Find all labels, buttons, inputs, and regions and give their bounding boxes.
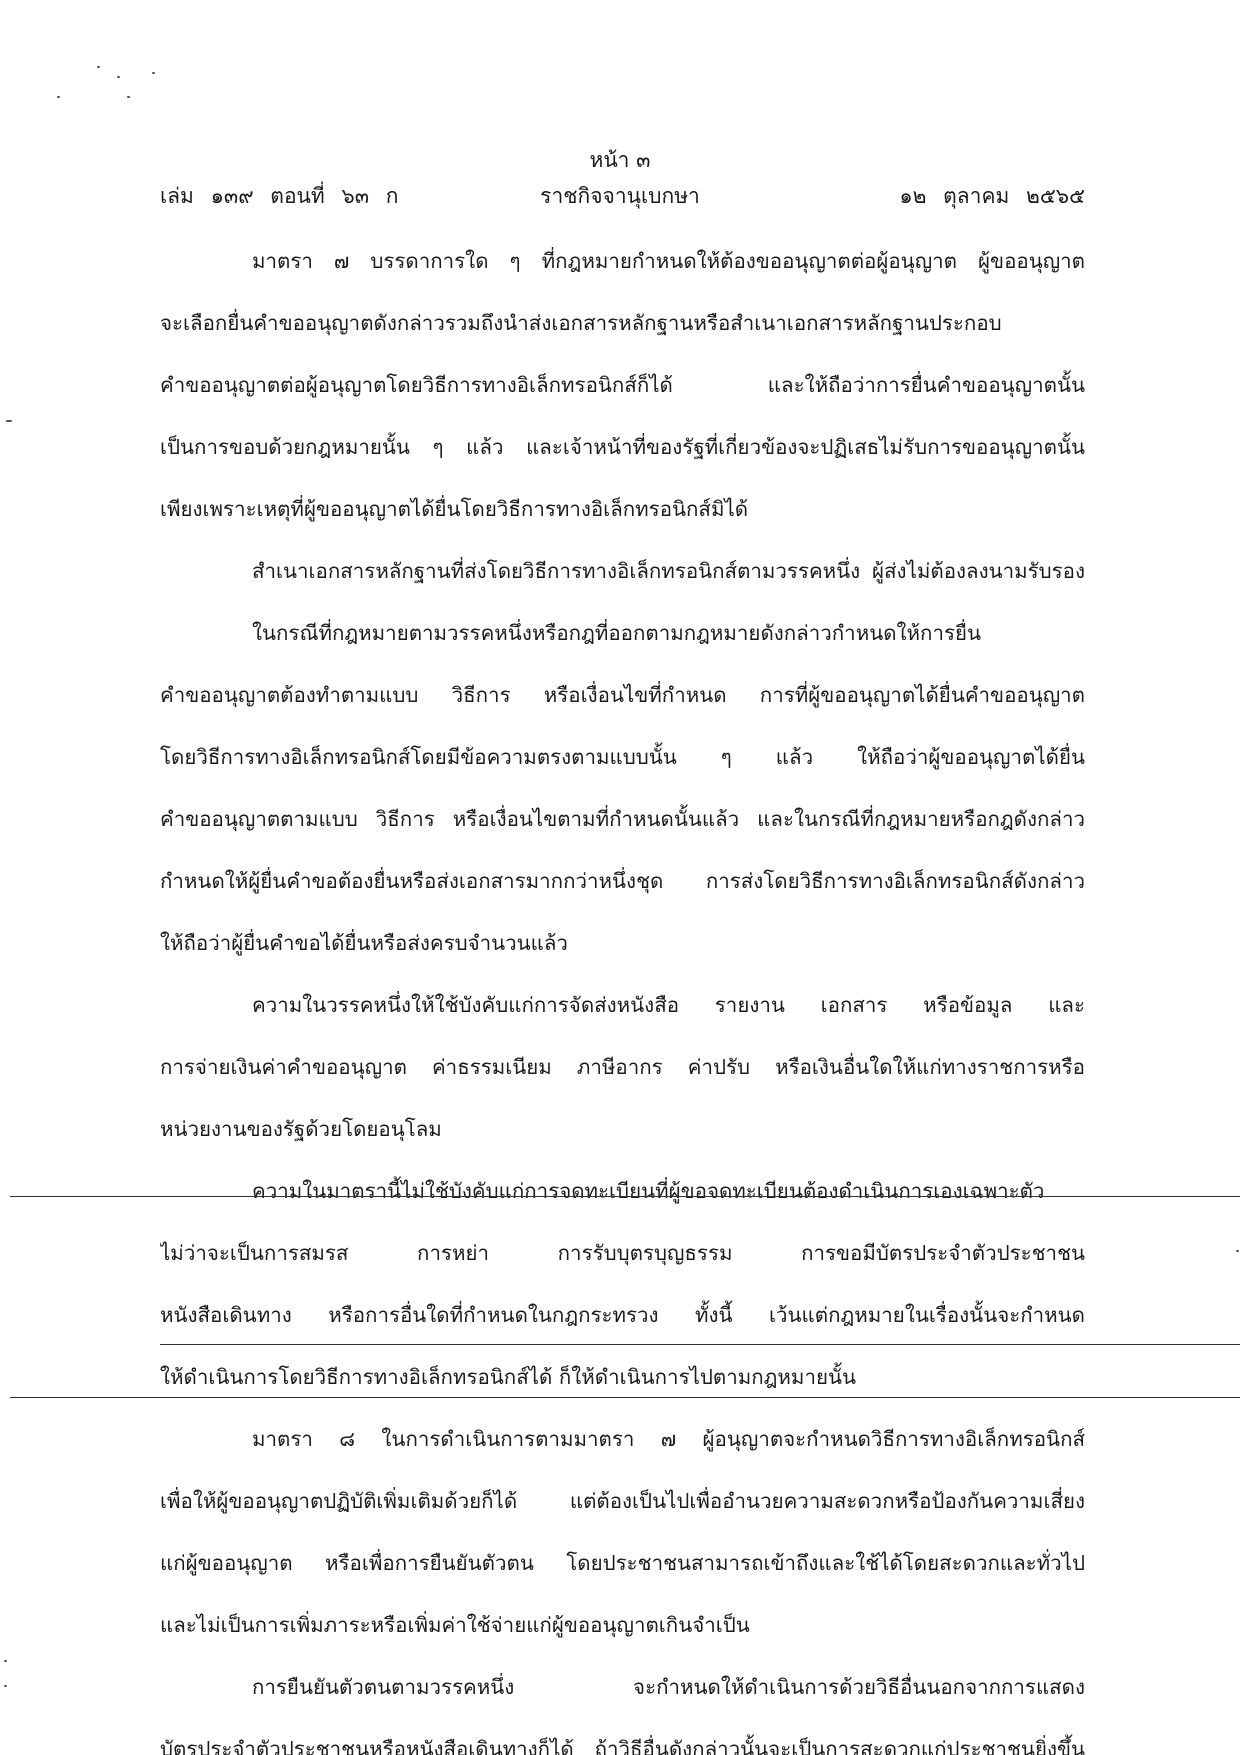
text-line: หนังสือเดินทาง หรือการอื่นใดที่กำหนดในกฎกระทรวง ทั้งนี้ เว้นแต่กฎหมายในเรื่องนั้นจะกำหนด: [160, 1303, 1085, 1327]
text-line: ไม่ว่าจะเป็นการสมรส การหย่า การรับบุตรบุญธรรม การขอมีบัตรประจำตัวประชาชน: [160, 1241, 1085, 1265]
text-line: การจ่ายเงินค่าคำขออนุญาต ค่าธรรมเนียม ภาษีอากร ค่าปรับ หรือเงินอื่นใดให้แก่ทางราชการหรือ: [160, 1055, 1085, 1079]
text-line: โดยวิธีการทางอิเล็กทรอนิกส์โดยมีข้อความตรงตามแบบนั้น ๆ แล้ว ให้ถือว่าผู้ขออนุญาตได้ยื่น: [160, 745, 1085, 769]
scan-rule-line: [160, 1344, 1240, 1345]
gazette-title: ราชกิจจานุเบกษา: [540, 184, 700, 208]
text-line: ในกรณีที่กฎหมายตามวรรคหนึ่งหรือกฎที่ออกตามกฎหมายดังกล่าวกำหนดให้การยื่น: [252, 621, 982, 645]
text-line: ความในมาตรานี้ไม่ใช้บังคับแก่การจดทะเบียนที่ผู้ขอจดทะเบียนต้องดำเนินการเองเฉพาะตัว: [252, 1179, 1045, 1203]
text-line: กำหนดให้ผู้ยื่นคำขอต้องยื่นหรือส่งเอกสารมากกว่าหนึ่งชุด การส่งโดยวิธีการทางอิเล็กทรอนิกส์ดังกล่าว: [160, 869, 1085, 893]
text-line: จะเลือกยื่นคำขออนุญาตดังกล่าวรวมถึงนำส่งเอกสารหลักฐานหรือสำเนาเอกสารหลักฐานประกอบ: [160, 311, 1002, 335]
text-line: สำเนาเอกสารหลักฐานที่ส่งโดยวิธีการทางอิเล็กทรอนิกส์ตามวรรคหนึ่ง ผู้ส่งไม่ต้องลงนามรับรอง: [252, 559, 1085, 583]
text-line: แก่ผู้ขออนุญาต หรือเพื่อการยืนยันตัวตน โดยประชาชนสามารถเข้าถึงและใช้ได้โดยสะดวกและทั่วไป: [160, 1551, 1085, 1575]
text-line: มาตรา ๗ บรรดาการใด ๆ ที่กฎหมายกำหนดให้ต้องขออนุญาตต่อผู้อนุญาต ผู้ขออนุญาต: [252, 249, 1085, 273]
text-line: มาตรา ๘ ในการดำเนินการตามมาตรา ๗ ผู้อนุญาตจะกำหนดวิธีการทางอิเล็กทรอนิกส์: [252, 1427, 1085, 1451]
page-number: หน้า ๓: [589, 148, 651, 172]
text-line: เพียงเพราะเหตุที่ผู้ขออนุญาตได้ยื่นโดยวิธีการทางอิเล็กทรอนิกส์มิได้: [160, 497, 749, 521]
text-line: คำขออนุญาตตามแบบ วิธีการ หรือเงื่อนไขตามที่กำหนดนั้นแล้ว และในกรณีที่กฎหมายหรือกฎดังกล่าว: [160, 807, 1085, 831]
text-line: คำขออนุญาตต้องทำตามแบบ วิธีการ หรือเงื่อนไขที่กำหนด การที่ผู้ขออนุญาตได้ยื่นคำขออนุญาต: [160, 683, 1085, 707]
text-line: บัตรประจำตัวประชาชนหรือหนังสือเดินทางก็ได้ ถ้าวิธีอื่นดังกล่าวนั้นจะเป็นการสะดวกแก่ประชาชนยิ่งขึ้น: [160, 1737, 1085, 1755]
text-line: หน่วยงานของรัฐด้วยโดยอนุโลม: [160, 1117, 442, 1141]
text-line: เพื่อให้ผู้ขออนุญาตปฏิบัติเพิ่มเติมด้วยก็ได้ แต่ต้องเป็นไปเพื่ออำนวยความสะดวกหรือป้องกันความเสี่ยง: [160, 1489, 1085, 1513]
publication-date: ๑๒ ตุลาคม ๒๕๖๕: [899, 184, 1085, 208]
text-line: ให้ถือว่าผู้ยื่นคำขอได้ยื่นหรือส่งครบจำนวนแล้ว: [160, 931, 568, 955]
text-line: เป็นการขอบด้วยกฎหมายนั้น ๆ แล้ว และเจ้าหน้าที่ของรัฐที่เกี่ยวข้องจะปฏิเสธไม่รับการขออนุญาตนั้น: [160, 435, 1085, 459]
scan-rule-line: [10, 1196, 1240, 1197]
text-line: คำขออนุญาตต่อผู้อนุญาตโดยวิธีการทางอิเล็กทรอนิกส์ก็ได้ และให้ถือว่าการยื่นคำขออนุญาตนั้น: [160, 373, 1085, 397]
volume-issue: เล่ม ๑๓๙ ตอนที่ ๖๓ ก: [160, 184, 399, 208]
text-line: การยืนยันตัวตนตามวรรคหนึ่ง จะกำหนดให้ดำเนินการด้วยวิธีอื่นนอกจากการแสดง: [252, 1675, 1085, 1699]
text-line: ให้ดำเนินการโดยวิธีการทางอิเล็กทรอนิกส์ได้ ก็ให้ดำเนินการไปตามกฎหมายนั้น: [160, 1365, 856, 1389]
text-line: และไม่เป็นการเพิ่มภาระหรือเพิ่มค่าใช้จ่ายแก่ผู้ขออนุญาตเกินจำเป็น: [160, 1613, 750, 1637]
text-line: ความในวรรคหนึ่งให้ใช้บังคับแก่การจัดส่งหนังสือ รายงาน เอกสาร หรือข้อมูล และ: [252, 993, 1085, 1017]
scan-rule-line: [10, 1397, 1240, 1398]
